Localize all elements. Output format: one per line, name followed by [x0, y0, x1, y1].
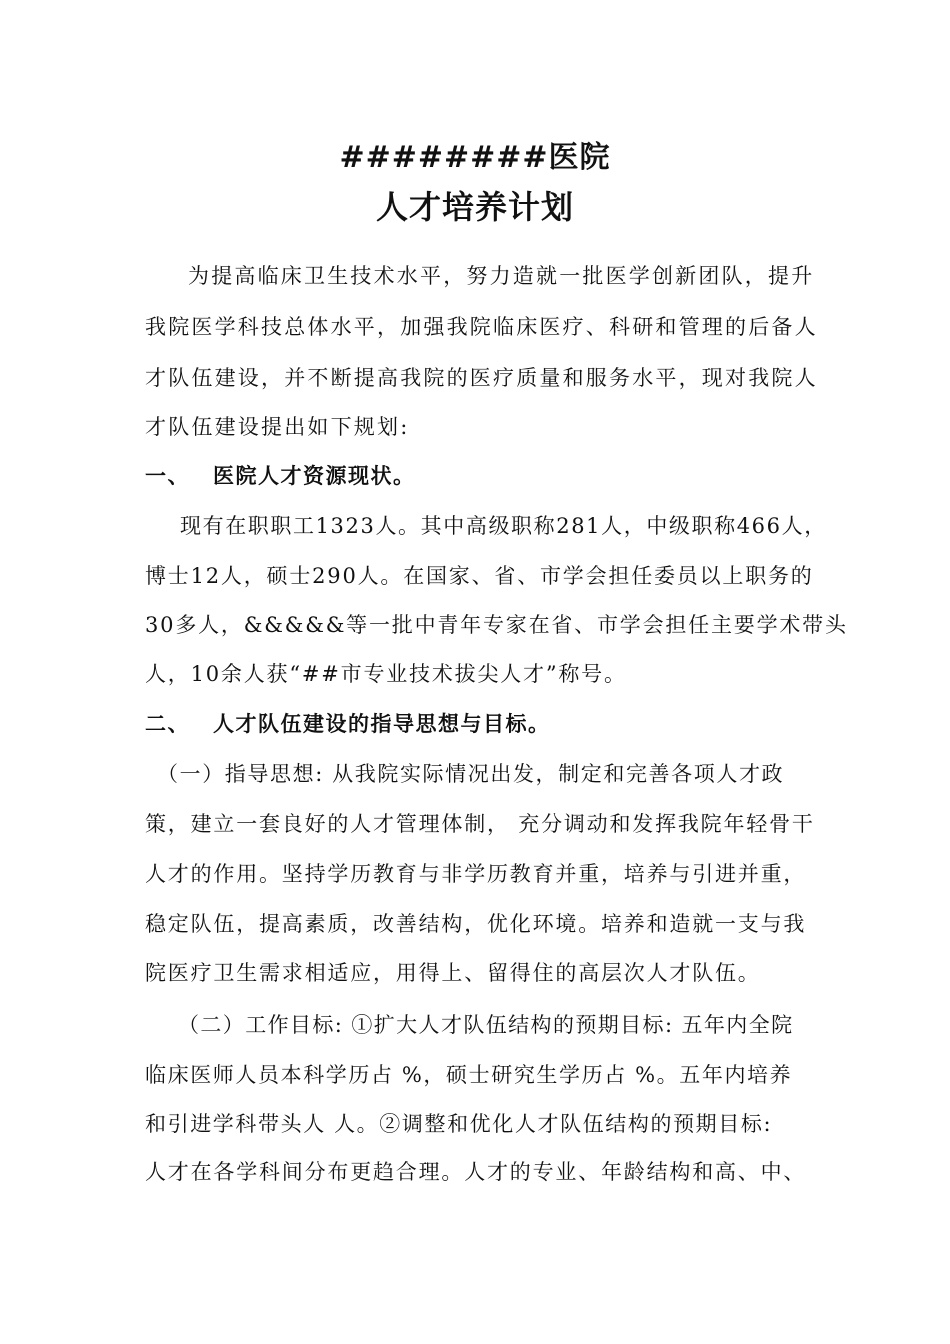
section1-line-4: 人，10余人获“##市专业技术拔尖人才”称号。 — [145, 662, 627, 686]
guiding-line-4: 稳定队伍，提高素质，改善结构，优化环境。培养和造就一支与我 — [145, 912, 807, 936]
goal-line-2: 临床医师人员本科学历占 %，硕士研究生学历占 %。五年内培养 — [145, 1063, 793, 1087]
guiding-line-3: 人才的作用。坚持学历教育与非学历教育并重，培养与引进并重， — [145, 862, 807, 886]
section1-line-2: 博士12人，硕士290人。在国家、省、市学会担任委员以上职务的 — [145, 564, 814, 588]
section2-heading — [145, 710, 551, 738]
goal-line-1: （二）工作目标: ①扩大人才队伍结构的预期目标: 五年内全院 — [178, 1013, 794, 1037]
section2-title: 人才队伍建设的指导思想与目标。 — [213, 711, 551, 736]
section1-title: 医院人才资源现状。 — [213, 463, 416, 488]
goal-line-3: 和引进学科带头人 人。②调整和优化人才队伍结构的预期目标: — [145, 1112, 773, 1136]
guiding-line-1: （一）指导思想: 从我院实际情况出发，制定和完善各项人才政 — [157, 762, 785, 786]
intro-line-3: 才队伍建设，并不断提高我院的医疗质量和服务水平，现对我院人 — [145, 366, 818, 390]
guiding-line-2: 策，建立一套良好的人才管理体制， 充分调动和发挥我院年轻骨干 — [145, 812, 815, 836]
document-title-hospital: ########医院 — [339, 140, 611, 175]
guiding-line-5: 院医疗卫生需求相适应，用得上、留得住的高层次人才队伍。 — [145, 961, 761, 985]
goal-line-4: 人才在各学科间分布更趋合理。人才的专业、年龄结构和高、中、 — [145, 1160, 807, 1184]
document-title-plan: 人才培养计划 — [375, 188, 574, 226]
intro-line-1: 为提高临床卫生技术水平，努力造就一批医学创新团队，提升 — [188, 264, 815, 288]
intro-line-2: 我院医学科技总体水平，加强我院临床医疗、科研和管理的后备人 — [145, 315, 818, 339]
intro-line-4: 才队伍建设提出如下规划: — [145, 415, 410, 439]
section1-heading — [145, 462, 416, 490]
section1-line-1: 现有在职职工1323人。其中高级职称281人，中级职称466人， — [180, 514, 827, 538]
section1-number: 一、 — [145, 463, 190, 488]
section1-line-3: 30多人，&&&&&等一批中青年专家在省、市学会担任主要学术带头 — [145, 613, 848, 637]
section2-number: 二、 — [145, 711, 190, 736]
